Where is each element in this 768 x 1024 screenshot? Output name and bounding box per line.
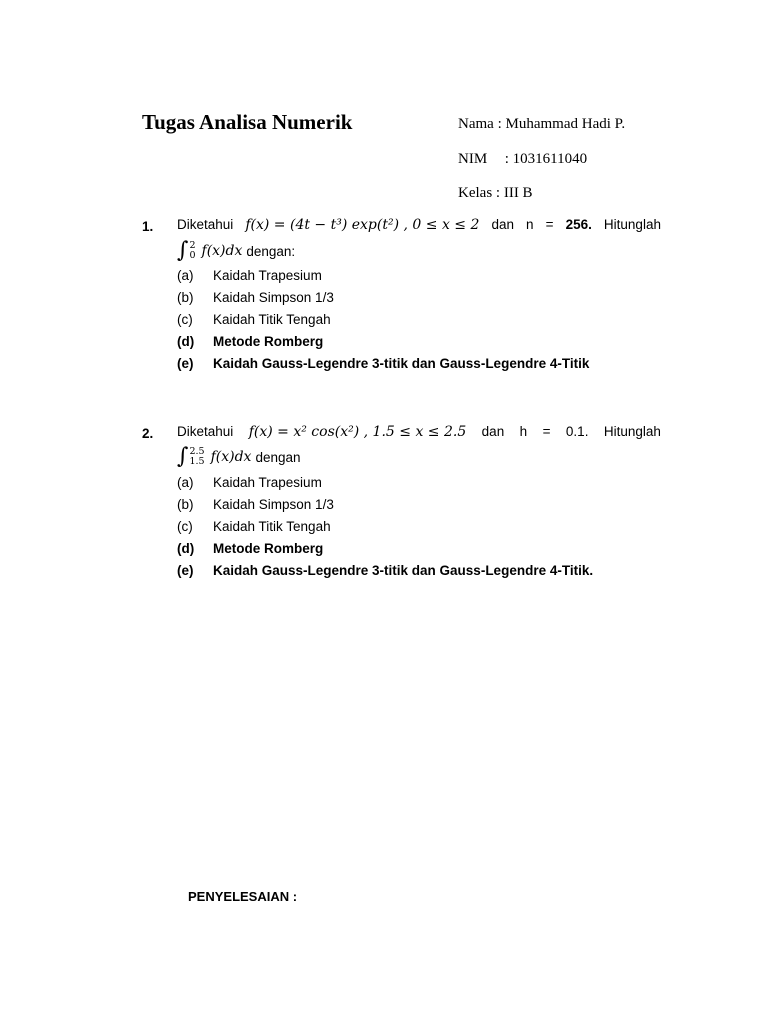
q2-item-a [177, 475, 322, 490]
q2-item-b [177, 497, 334, 512]
item-label: (e) [177, 563, 194, 578]
item-label: (e) [177, 356, 194, 371]
q1-param-name: n [526, 217, 534, 232]
item-label: (c) [177, 519, 193, 534]
item-label: (a) [177, 268, 194, 283]
nama-value: : Muhammad Hadi P. [497, 116, 626, 132]
item-label: (d) [177, 541, 195, 556]
item-text: Kaidah Titik Tengah [213, 312, 331, 327]
item-text: Metode Romberg [213, 334, 324, 349]
q2-item-d [177, 541, 323, 556]
nim-label: NIM [458, 151, 488, 167]
item-text: Kaidah Titik Tengah [213, 519, 331, 534]
q1-conj: dan [491, 217, 514, 232]
question-1-number: 1. [142, 219, 154, 234]
q1-intro: Diketahui [177, 217, 234, 232]
q1-item-e [177, 356, 589, 371]
item-text: Kaidah Trapesium [213, 475, 322, 490]
student-kelas [458, 185, 533, 202]
item-label: (b) [177, 290, 194, 305]
item-text: Kaidah Simpson 1/3 [213, 497, 334, 512]
q1-after: dengan: [246, 243, 296, 259]
q2-param-name: h [519, 424, 528, 439]
item-text: Kaidah Trapesium [213, 268, 322, 283]
q2-after: dengan [255, 449, 301, 465]
q2-item-c [177, 519, 331, 534]
item-label: (d) [177, 334, 195, 349]
student-name [458, 116, 625, 133]
q1-lower-limit: 0 [189, 250, 196, 261]
question-1-integral [177, 240, 295, 262]
nama-label: Nama [458, 116, 494, 132]
question-2-statement [177, 424, 661, 440]
item-text: Kaidah Gauss-Legendre 3-titik dan Gauss-Legendre 4-Titik [213, 356, 590, 371]
q2-limits [189, 447, 204, 468]
student-nim [458, 151, 587, 168]
item-text: Kaidah Gauss-Legendre 3-titik dan Gauss-Legendre 4-Titik. [213, 563, 594, 578]
item-text: Metode Romberg [213, 541, 324, 556]
q1-equals: = [545, 217, 554, 232]
q2-upper-limit: 2.5 [189, 445, 205, 457]
kelas-label: Kelas [458, 185, 493, 201]
item-label: (c) [177, 312, 193, 327]
solution-heading: PENYELESAIAN : [188, 889, 298, 904]
q2-param-value: 0.1. [565, 424, 589, 439]
item-label: (b) [177, 497, 194, 512]
integral-sign: ∫ [177, 444, 189, 469]
q2-command: Hitunglah [603, 424, 661, 439]
kelas-value: : III B [495, 185, 533, 201]
document-title: Tugas Analisa Numerik [142, 110, 353, 134]
question-1-statement [177, 217, 661, 233]
q1-upper-limit: 2 [189, 239, 196, 251]
q2-intro: Diketahui [177, 424, 234, 439]
q1-item-d [177, 334, 323, 349]
q1-item-a [177, 268, 322, 283]
q2-item-e [177, 563, 593, 578]
q2-function: f(x) = x² cos(x²) , 1.5 ≤ x ≤ 2.5 [248, 424, 467, 440]
item-label: (a) [177, 475, 194, 490]
question-2-integral [177, 446, 301, 468]
question-2-number: 2. [142, 426, 154, 441]
q1-param-value: 256. [565, 217, 592, 232]
q1-item-b [177, 290, 334, 305]
q1-integrand: f(x)dx [201, 243, 243, 259]
q2-conj: dan [481, 424, 505, 439]
q2-lower-limit: 1.5 [189, 456, 205, 467]
q2-integrand: f(x)dx [210, 449, 252, 465]
item-text: Kaidah Simpson 1/3 [213, 290, 334, 305]
q1-item-c [177, 312, 331, 327]
q1-function: f(x) = (4t − t³) exp(t²) , 0 ≤ x ≤ 2 [245, 217, 480, 233]
integral-sign: ∫ [177, 238, 189, 263]
q2-equals: = [542, 424, 551, 439]
q1-command: Hitunglah [603, 217, 661, 232]
nim-value: : 1031611040 [504, 151, 588, 167]
q1-limits [189, 241, 195, 262]
